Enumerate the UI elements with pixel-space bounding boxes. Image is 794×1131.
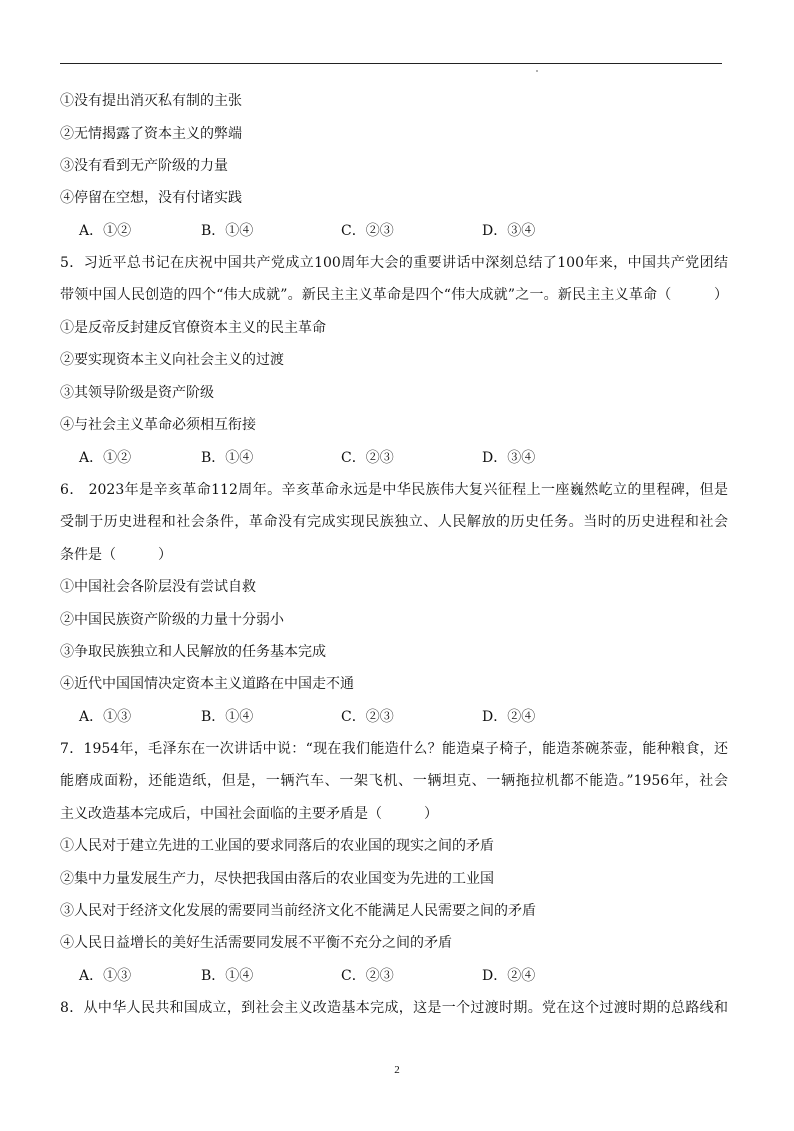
option-b[interactable]: B．①④ (201, 223, 254, 239)
prev-question-options (60, 221, 728, 241)
q5-options (60, 448, 728, 468)
q7-stem-line-2: 能磨成面粉，还能造纸，但是，一辆汽车、一架飞机、一辆坦克、一辆拖拉机都不能造。”1956年，社会 (60, 773, 728, 789)
q6-stem-line-3: 条件是（ ） (60, 547, 172, 563)
option-c[interactable]: C．②③ (341, 450, 394, 466)
header-mark (536, 70, 538, 72)
q7-item-4: ④人民日益增长的美好生活需要同发展不平衡不充分之间的矛盾 (60, 935, 452, 951)
q7-item-1: ①人民对于建立先进的工业国的要求同落后的农业国的现实之间的矛盾 (60, 838, 494, 854)
option-a[interactable]: A．①③ (79, 968, 132, 984)
q6-stem-line-1: 6． 2023年是辛亥革命112周年。辛亥革命永远是中华民族伟大复兴征程上一座巍然屹立的里程碑，但是 (60, 482, 728, 498)
prev-question-item-4: ④停留在空想，没有付诸实践 (60, 190, 242, 206)
prev-question-item-3: ③没有看到无产阶级的力量 (60, 158, 228, 174)
option-c[interactable]: C．②③ (341, 223, 394, 239)
option-a[interactable]: A．①② (79, 450, 132, 466)
option-b[interactable]: B．①④ (201, 450, 254, 466)
option-a[interactable]: A．①② (79, 223, 132, 239)
q6-item-2: ②中国民族资产阶级的力量十分弱小 (60, 612, 284, 628)
page-number: 2 (394, 1064, 400, 1076)
q5-stem-line-1: 5．习近平总书记在庆祝中国共产党成立100周年大会的重要讲话中深刻总结了100年来，中国共产党团结 (60, 255, 728, 271)
q6-stem-line-2: 受制于历史进程和社会条件，革命没有完成实现民族独立、人民解放的历史任务。当时的历史进程和社会 (60, 514, 728, 530)
prev-question-item-2: ②无情揭露了资本主义的弊端 (60, 126, 242, 142)
q6-item-3: ③争取民族独立和人民解放的任务基本完成 (60, 644, 326, 660)
q5-item-3: ③其领导阶级是资产阶级 (60, 385, 214, 401)
option-d[interactable]: D．③④ (482, 223, 536, 239)
q7-item-2: ②集中力量发展生产力，尽快把我国由落后的农业国变为先进的工业国 (60, 871, 494, 887)
q5-stem-line-2: 带领中国人民创造的四个“伟大成就”。新民主主义革命是四个“伟大成就”之一。新民主主义革命（ ） (60, 287, 728, 303)
option-b[interactable]: B．①④ (201, 968, 254, 984)
option-d[interactable]: D．②④ (482, 709, 536, 725)
q8-stem-line-1: 8．从中华人民共和国成立，到社会主义改造基本完成，这是一个过渡时期。党在这个过渡时期的总路线和 (60, 1000, 728, 1016)
option-b[interactable]: B．①④ (201, 709, 254, 725)
q7-stem-line-1: 7．1954年，毛泽东在一次讲话中说：“现在我们能造什么？能造桌子椅子，能造茶碗茶壶，能种粮食，还 (60, 741, 728, 757)
q7-stem-line-3: 主义改造基本完成后，中国社会面临的主要矛盾是（ ） (60, 806, 438, 822)
q7-item-3: ③人民对于经济文化发展的需要同当前经济文化不能满足人民需要之间的矛盾 (60, 903, 536, 919)
q5-item-2: ②要实现资本主义向社会主义的过渡 (60, 352, 284, 368)
q6-item-4: ④近代中国国情决定资本主义道路在中国走不通 (60, 676, 354, 692)
option-c[interactable]: C．②③ (341, 709, 394, 725)
q7-options (60, 966, 728, 986)
option-c[interactable]: C．②③ (341, 968, 394, 984)
header-rule (60, 63, 722, 64)
option-d[interactable]: D．②④ (482, 968, 536, 984)
option-d[interactable]: D．③④ (482, 450, 536, 466)
q5-item-4: ④与社会主义革命必须相互衔接 (60, 417, 256, 433)
prev-question-item-1: ①没有提出消灭私有制的主张 (60, 93, 242, 109)
option-a[interactable]: A．①③ (79, 709, 132, 725)
q5-item-1: ①是反帝反封建反官僚资本主义的民主革命 (60, 320, 326, 336)
q6-item-1: ①中国社会各阶层没有尝试自救 (60, 579, 256, 595)
q6-options (60, 707, 728, 727)
